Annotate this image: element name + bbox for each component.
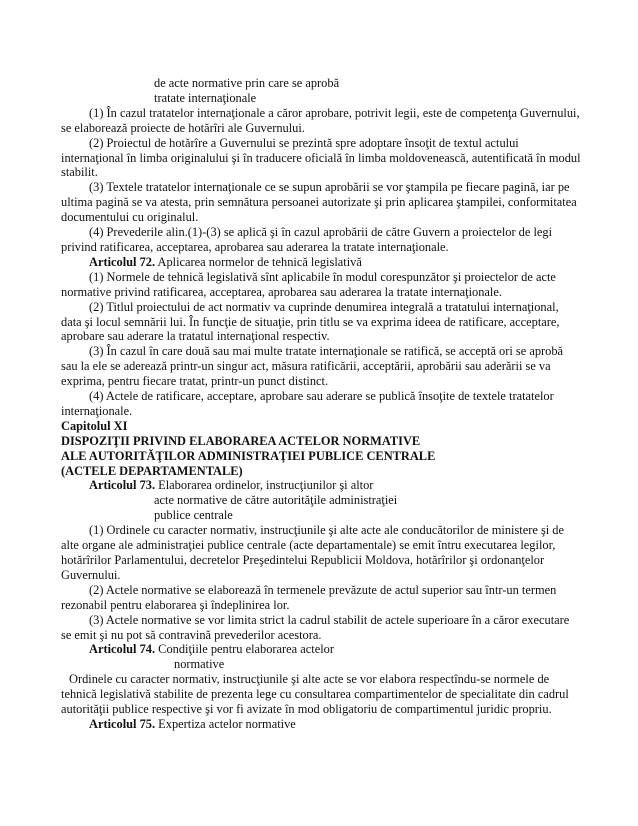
paragraph: (3) Actele normative se vor limita strict la cadrul stabilit de actele superioare în a căror executare se emit şi nu pot să contravină prevederilor acestora. bbox=[61, 612, 570, 642]
paragraph: (4) Actele de ratificare, acceptare, aprobare sau aderare se publică însoţite de textele tratatelor internaţionale. bbox=[61, 389, 554, 418]
chapter-title: (ACTELE DEPARTAMENTALE) bbox=[61, 463, 243, 478]
paragraph: (4) Prevederile alin.(1)-(3) se aplică şi în cazul aprobării de către Guvern a proiectelor de legi privind ratificarea, acceptarea, aprobarea sau aderarea la tratate internaţionale. bbox=[61, 225, 553, 254]
article-title-continuation: publice centrale bbox=[154, 508, 233, 523]
paragraph: (1) În cazul tratatelor internaţionale a căror aprobare, potrivit legii, este de competenţa Guvernului, se elaborează proiecte de hotărîri ale Guvernului. bbox=[61, 105, 580, 135]
document-page bbox=[61, 76, 581, 732]
article-heading bbox=[61, 255, 581, 270]
paragraph: (2) Titlul proiectului de act normativ va cuprinde denumirea integrală a tratatului internaţional, data şi locul semnării lui. În funcţie de situaţie, prin titlu se va exprima ideea de ratificare, acceptare, aprobare sau aderare la tratatul internaţional respectiv. bbox=[61, 299, 560, 344]
article-title: Expertiza actelor normative bbox=[155, 716, 296, 731]
article-title: Condiţiile pentru elaborarea actelor bbox=[155, 642, 334, 657]
paragraph: (1) Ordinele cu caracter normativ, instrucţiunile şi alte acte ale conducătorilor de ministere şi de alte organe ale administraţiei publice centrale (acte departamentale) se emit întru executarea legilor, hotărîrilor Parlamentului, decretelor Preşedintelui Republicii Moldova, hotărîrilor şi ordonanţelor Guvernului. bbox=[61, 523, 565, 582]
article-label: Articolul 73. bbox=[89, 478, 156, 493]
paragraph: (2) Actele normative se elaborează în termenele prevăzute de actul superior sau într-un termen rezonabil pentru elaborarea şi îndeplinirea lor. bbox=[61, 582, 557, 612]
article-heading bbox=[61, 478, 581, 493]
article-heading bbox=[61, 642, 581, 657]
article-heading bbox=[61, 717, 581, 732]
article-title-continuation: acte normative de către autorităţile administraţiei bbox=[154, 493, 398, 508]
article-label: Articolul 74. bbox=[89, 642, 156, 657]
paragraph: (3) În cazul în care două sau mai multe tratate internaţionale se ratifică, se acceptă ori se aprobă sau la ele se aderează printr-un singur act, măsura ratificării, acceptării, aprobării sau aderării se va exprima, pentru fiecare tratat, printr-un punct distinct. bbox=[61, 344, 564, 389]
chapter-number: Capitolul XI bbox=[61, 418, 128, 433]
article-title-continuation: tratate internaţionale bbox=[154, 90, 257, 105]
article-title-continuation: normative bbox=[174, 657, 225, 672]
article-label: Articolul 72. bbox=[89, 254, 156, 269]
chapter-title: DISPOZIŢII PRIVIND ELABORAREA ACTELOR NORMATIVE bbox=[61, 433, 421, 448]
paragraph: Ordinele cu caracter normativ, instrucţiunile şi alte acte se vor elabora respectîndu-se normele de tehnică legislativă stabilite de prezenta lege cu consultarea compartimentelor de specialitate din cadrul autorităţii publice respective şi vor fi avizate în mod obligatoriu de compartimentul juridic propriu. bbox=[61, 672, 569, 717]
chapter-title: ALE AUTORITĂŢILOR ADMINISTRAŢIEI PUBLICE CENTRALE bbox=[61, 448, 436, 463]
paragraph: (3) Textele tratatelor internaţionale ce se supun aprobării se vor ştampila pe fiecare pagină, iar pe ultima pagină se va atesta, prin semnătura persoanei autorizate şi prin aplicarea ştampilei, conformitatea documentului cu originalul. bbox=[61, 180, 577, 225]
paragraph: (1) Normele de tehnică legislativă sînt aplicabile în modul corespunzător şi proiectelor de acte normative privind ratificarea, acceptarea, aprobarea sau aderarea la tratate internaţionale. bbox=[61, 269, 556, 299]
article-title: Elaborarea ordinelor, instrucţiunilor şi altor bbox=[155, 478, 374, 493]
article-title: Aplicarea normelor de tehnică legislativă bbox=[155, 254, 362, 269]
paragraph: (2) Proiectul de hotărîre a Guvernului se prezintă spre adoptare însoţit de textul actului internaţional în limba originalului şi în traducere oficială în limba moldovenească, autentificată în modul stabilit. bbox=[61, 135, 581, 180]
article-label: Articolul 75. bbox=[89, 716, 156, 731]
article-title-continuation: de acte normative prin care se aprobă bbox=[154, 76, 340, 90]
